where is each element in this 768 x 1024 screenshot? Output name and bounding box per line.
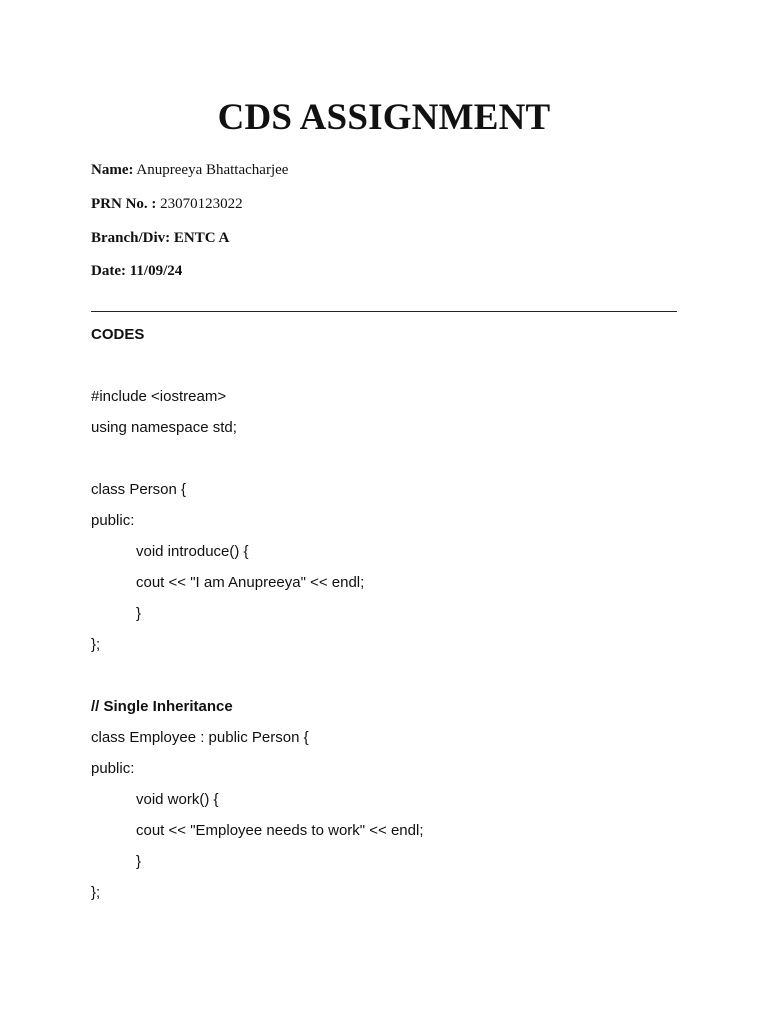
- code-line: using namespace std;: [91, 419, 237, 436]
- branch-label: Branch/Div:: [91, 230, 171, 246]
- date-label: Date:: [91, 263, 126, 279]
- code-line: class Employee : public Person {: [91, 729, 309, 746]
- code-line: public:: [91, 760, 135, 777]
- horizontal-divider: [91, 311, 677, 312]
- code-line: cout << "Employee needs to work" << endl;: [136, 822, 424, 839]
- branch-value: ENTC A: [173, 230, 230, 246]
- prn-line: [91, 195, 243, 213]
- code-line: void work() {: [136, 791, 219, 808]
- code-line: }: [136, 605, 142, 622]
- prn-label: PRN No. :: [91, 196, 157, 212]
- date-line: [91, 262, 182, 280]
- code-comment: // Single Inheritance: [91, 698, 233, 715]
- code-line: void introduce() {: [136, 543, 249, 560]
- code-line: cout << "I am Anupreeya" << endl;: [136, 574, 365, 591]
- code-line: class Person {: [91, 481, 187, 498]
- page-title: CDS ASSIGNMENT: [217, 97, 551, 138]
- code-line: #include <iostream>: [91, 388, 227, 405]
- codes-heading: CODES: [91, 326, 145, 343]
- name-label: Name:: [91, 162, 134, 178]
- code-line: }: [136, 853, 142, 870]
- code-line: };: [91, 884, 101, 901]
- name-line: [91, 161, 288, 179]
- code-line: };: [91, 636, 101, 653]
- branch-line: [91, 229, 229, 247]
- date-value: 11/09/24: [129, 263, 183, 279]
- name-value: Anupreeya Bhattacharjee: [136, 162, 289, 178]
- prn-value: 23070123022: [160, 196, 243, 212]
- code-line: public:: [91, 512, 135, 529]
